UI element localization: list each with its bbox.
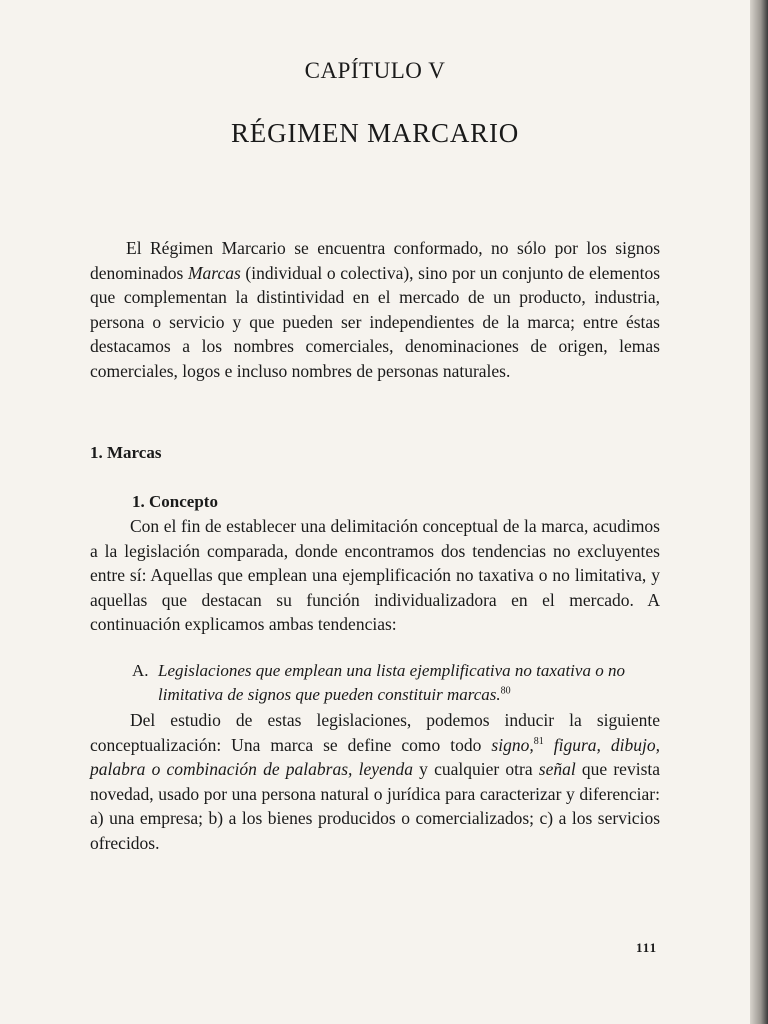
intro-text-italic: Marcas	[187, 262, 241, 283]
p3-text-4: que revista novedad, usado por una persona natural o jurídica para caracterizar y diferenciar: a) una empresa; b) a los bienes producidos o comercializados; c) a los servicios ofrecidos.	[90, 759, 661, 853]
p3-italic-3: señal	[538, 759, 576, 779]
footnote-ref-81: 81	[533, 735, 544, 747]
p3-text-2	[544, 735, 554, 755]
footnote-ref-80: 80	[500, 685, 511, 697]
chapter-title: RÉGIMEN MARCARIO	[230, 118, 520, 148]
intro-text-after: (individual o colectiva), sino por un conjunto de elementos que complementan la distintividad en el mercado de un producto, industria, persona o servicio y que pueden ser independientes de la marca; entre éstas destacamos a los nombres comerciales, denominaciones de origen, lemas comerciales, logos e incluso nombres de personas naturales.	[90, 262, 661, 381]
p3-italic-1: signo,	[491, 734, 534, 755]
list-item-italic-text: Legislaciones que emplean una lista ejemplificativa no taxativa o no limitativa de signos que pueden constituir marcas.	[158, 661, 625, 704]
intro-paragraph	[90, 236, 660, 383]
subsection-heading: 1. Concepto	[132, 492, 218, 511]
definition-paragraph	[90, 708, 660, 855]
concept-paragraph: Con el fin de establecer una delimitación conceptual de la marca, acudimos a la legislación comparada, donde encontramos dos tendencias no excluyentes entre sí: Aquellas que emplean una ejemplificación no taxativa o no limitativa, y aquellas que destacan su función individualizadora en el mercado. A continuación explicamos ambas tendencias:	[90, 516, 660, 634]
list-item-a	[132, 659, 662, 707]
list-item-text	[158, 659, 662, 707]
p3-text-1: Del estudio de estas legislaciones, podemos inducir la siguiente conceptualización: Una marca se define como todo	[90, 710, 660, 755]
page-number: 111	[636, 940, 658, 955]
list-item-marker: A.	[132, 661, 149, 680]
page-edge-shadow	[750, 0, 768, 1024]
p3-italic-2: figura, dibujo, palabra o combinación de palabras, leyenda	[90, 734, 661, 779]
intro-text-before: El Régimen Marcario se encuentra conformado, no sólo por los signos denominados	[90, 238, 660, 283]
p3-text-3: y cualquier otra	[413, 759, 539, 779]
chapter-label: CAPÍTULO V	[304, 58, 446, 83]
section-heading: 1. Marcas	[90, 443, 162, 462]
